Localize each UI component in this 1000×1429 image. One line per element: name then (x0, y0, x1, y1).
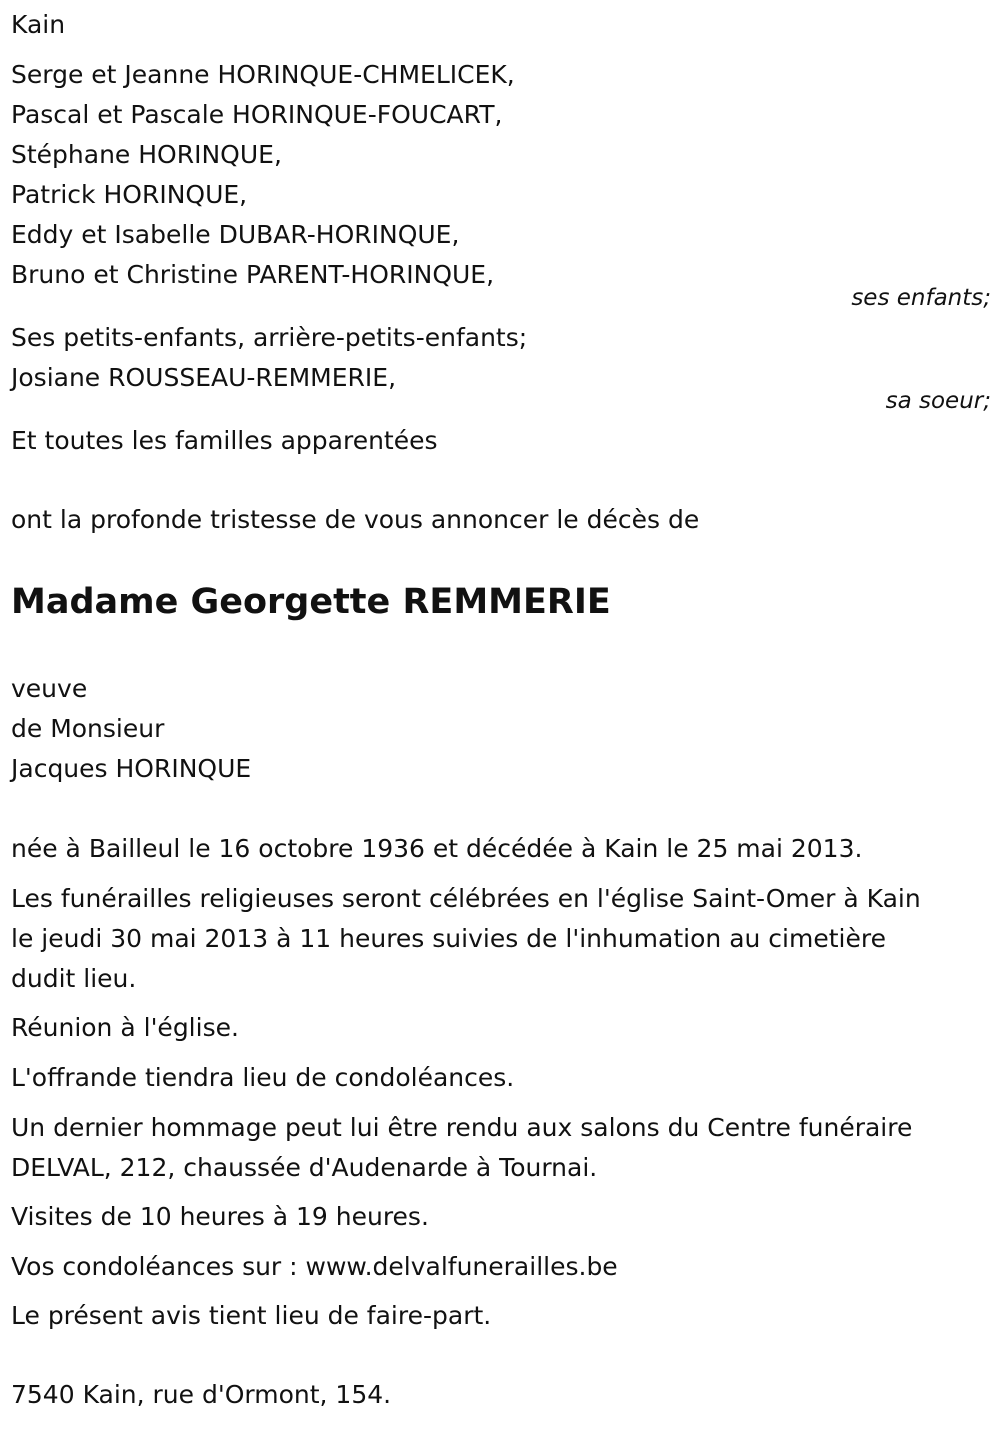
location-heading: Kain (11, 10, 66, 39)
visits-text: Visites de 10 heures à 19 heures. (11, 1202, 429, 1231)
child-entry: Bruno et Christine PARENT-HORINQUE, (11, 260, 495, 289)
grandchildren-entry: Ses petits-enfants, arrière-petits-enfants; (11, 323, 528, 352)
funeral-line: le jeudi 30 mai 2013 à 11 heures suivies de l'inhumation au cimetière (11, 924, 886, 953)
tribute-line: Un dernier hommage peut lui être rendu aux salons du Centre funéraire (11, 1113, 913, 1142)
widow-line: de Monsieur (11, 714, 165, 743)
funeral-line: dudit lieu. (11, 964, 137, 993)
child-entry: Stéphane HORINQUE, (11, 140, 282, 169)
widow-line: veuve (11, 674, 88, 703)
birth-death-text: née à Bailleul le 16 octobre 1936 et décédée à Kain le 25 mai 2013. (11, 834, 863, 863)
child-entry: Patrick HORINQUE, (11, 180, 248, 209)
sister-entry: Josiane ROUSSEAU-REMMERIE, (11, 363, 397, 392)
announcement-text: ont la profonde tristesse de vous annoncer le décès de (11, 505, 700, 534)
meeting-text: Réunion à l'église. (11, 1013, 239, 1042)
funeral-line: Les funérailles religieuses seront célébrées en l'église Saint-Omer à Kain (11, 884, 921, 913)
widow-line: Jacques HORINQUE (11, 754, 252, 783)
condolences-line (11, 1247, 618, 1287)
notice-text: Le présent avis tient lieu de faire-part. (11, 1301, 492, 1330)
deceased-name: Madame Georgette REMMERIE (11, 582, 611, 622)
condolences-prefix: Vos condoléances sur : (11, 1252, 306, 1281)
child-entry: Eddy et Isabelle DUBAR-HORINQUE, (11, 220, 460, 249)
address-text: 7540 Kain, rue d'Ormont, 154. (11, 1380, 392, 1409)
child-entry: Pascal et Pascale HORINQUE-FOUCART, (11, 100, 503, 129)
children-role-label: ses enfants; (851, 285, 991, 311)
offering-text: L'offrande tiendra lieu de condoléances. (11, 1063, 515, 1092)
tribute-line: DELVAL, 212, chaussée d'Audenarde à Tournai. (11, 1153, 598, 1182)
condolences-link[interactable]: www.delvalfunerailles.be (305, 1252, 618, 1281)
families-entry: Et toutes les familles apparentées (11, 426, 438, 455)
child-entry: Serge et Jeanne HORINQUE-CHMELICEK, (11, 60, 515, 89)
sister-role-label: sa soeur; (885, 388, 991, 414)
